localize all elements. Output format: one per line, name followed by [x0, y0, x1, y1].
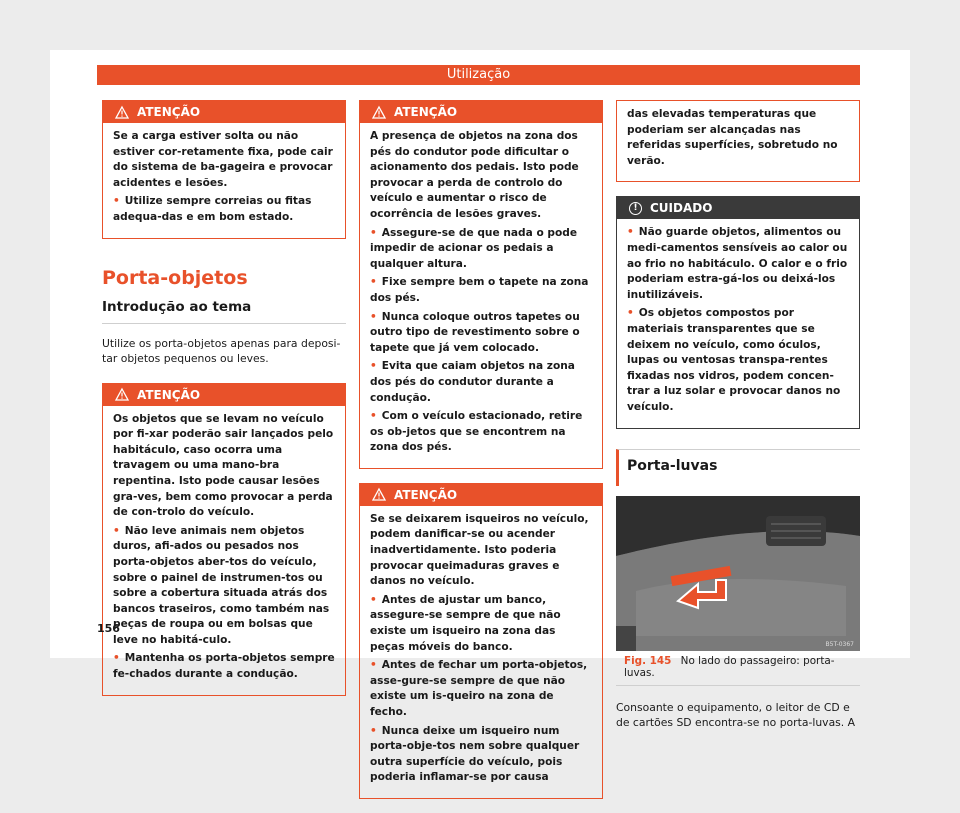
body-text: Consoante o equipamento, o leitor de CD e de cartões SD encontra-se no porta-luvas. A	[616, 700, 856, 729]
intro-text: Utilize os porta-objetos apenas para deposi-tar objetos pequenos ou leves.	[102, 336, 341, 366]
warning-bullet: • Evita que caiam objetos na zona dos pés do condutor durante a condução.	[370, 359, 592, 406]
warning-text: das elevadas temperaturas que poderiam ser alcançadas nas referidas superfícies, sobretudo no verão.	[627, 108, 838, 167]
warning-bullet: • Utilize sempre correias ou fitas adequa-das e em bom estado.	[113, 194, 335, 225]
page-number: 156	[97, 622, 120, 635]
warning-box	[359, 483, 603, 799]
column-3	[616, 100, 860, 747]
glovebox-figure	[616, 496, 860, 651]
warning-header: ATENÇÃO	[360, 484, 602, 506]
warning-triangle-icon	[115, 106, 129, 119]
info-circle-icon: !	[629, 202, 642, 215]
warning-header: ATENÇÃO	[103, 101, 345, 123]
warning-bullet: • Assegure-se de que nada o pode impedir de acionar os pedais a qualquer altura.	[370, 226, 592, 273]
figure-caption	[616, 651, 860, 686]
column-1	[102, 100, 346, 710]
warning-triangle-icon	[372, 488, 386, 501]
warning-box	[359, 100, 603, 469]
glovebox-illustration	[616, 496, 860, 651]
warning-triangle-icon	[372, 106, 386, 119]
warning-header: ATENÇÃO	[360, 101, 602, 123]
figure-code: B5T-0367	[825, 640, 854, 648]
caution-bullet: • Não guarde objetos, alimentos ou medi-camentos sensíveis ao calor ou ao frio no habitáculo. O calor e o frio poderiam estra-gá-los ou deixá-los inutilizáveis.	[627, 225, 849, 303]
caution-header: ! CUIDADO	[617, 197, 859, 219]
warning-header: ATENÇÃO	[103, 384, 345, 406]
warning-bullet: • Mantenha os porta-objetos sempre fe-chados durante a condução.	[113, 651, 335, 682]
figure-caption-text: No lado do passageiro: porta-luvas.	[624, 654, 835, 679]
warning-box	[102, 383, 346, 696]
section-title: Porta-luvas	[616, 449, 860, 486]
warning-triangle-icon	[115, 388, 129, 401]
figure-number: Fig. 145	[624, 654, 672, 667]
warning-text: Se se deixarem isqueiros no veículo, podem danificar-se ou acender inadvertidamente. Isto poderia provocar queimaduras graves e danos no veículo.	[370, 512, 589, 588]
warning-bullet: • Fixe sempre bem o tapete na zona dos pés.	[370, 275, 592, 306]
sub-title: Introdução ao tema	[102, 299, 346, 324]
warning-text: A presença de objetos na zona dos pés do condutor pode dificultar o acionamento dos pedais. Isto pode provocar a perda de controlo do veículo e aumentar o risco de ocorrência de lesões graves.	[370, 130, 579, 220]
warning-bullet: • Nunca deixe um isqueiro num porta-obje-tos nem sobre qualquer outra superfície do veículo, pois poderia inflamar-se por causa	[370, 724, 592, 786]
warning-bullet: • Com o veículo estacionado, retire os ob-jetos que se encontrem na zona dos pés.	[370, 409, 592, 456]
warning-bullet: • Nunca coloque outros tapetes ou outro tipo de revestimento sobre o tapete que já vem colocado.	[370, 310, 592, 357]
chapter-header: Utilização	[97, 65, 860, 85]
warning-bullet: • Antes de ajustar um banco, assegure-se sempre de que não existe um isqueiro na zona das peças móveis do banco.	[370, 593, 592, 655]
warning-bullet: • Antes de fechar um porta-objetos, asse-gure-se sempre de que não existe um is-queiro na zona de fecho.	[370, 658, 592, 720]
caution-box	[616, 196, 860, 428]
warning-box	[102, 100, 346, 239]
column-2	[359, 100, 603, 813]
warning-continuation-box	[616, 100, 860, 182]
warning-text: Se a carga estiver solta ou não estiver cor-retamente fixa, pode cair do sistema de ba-gageira e provocar acidentes e lesões.	[113, 130, 333, 189]
section-title: Porta-objetos	[102, 266, 248, 289]
warning-text: Os objetos que se levam no veículo por fi-xar poderão sair lançados pelo habitáculo, caso ocorra uma travagem ou uma mano-bra repentina. Isto pode causar lesões gra-ves, bem como provocar a perda de con-trolo do veículo.	[113, 412, 334, 519]
warning-bullet: • Não leve animais nem objetos duros, afi-ados ou pesados nos porta-objetos aber-tos do veículo, sobre o painel de instrumen-tos ou sobre a cobertura situada atrás dos bancos traseiros, como também nas peças de roupa ou em bolsas que leve no habitá-culo.	[113, 524, 335, 649]
caution-bullet: • Os objetos compostos por materiais transparentes que se deixem no veículo, como óculos, lupas ou ventosas transpa-rentes fixadas nos vidros, podem concen-trar a luz solar e provocar danos no veículo.	[627, 306, 849, 415]
